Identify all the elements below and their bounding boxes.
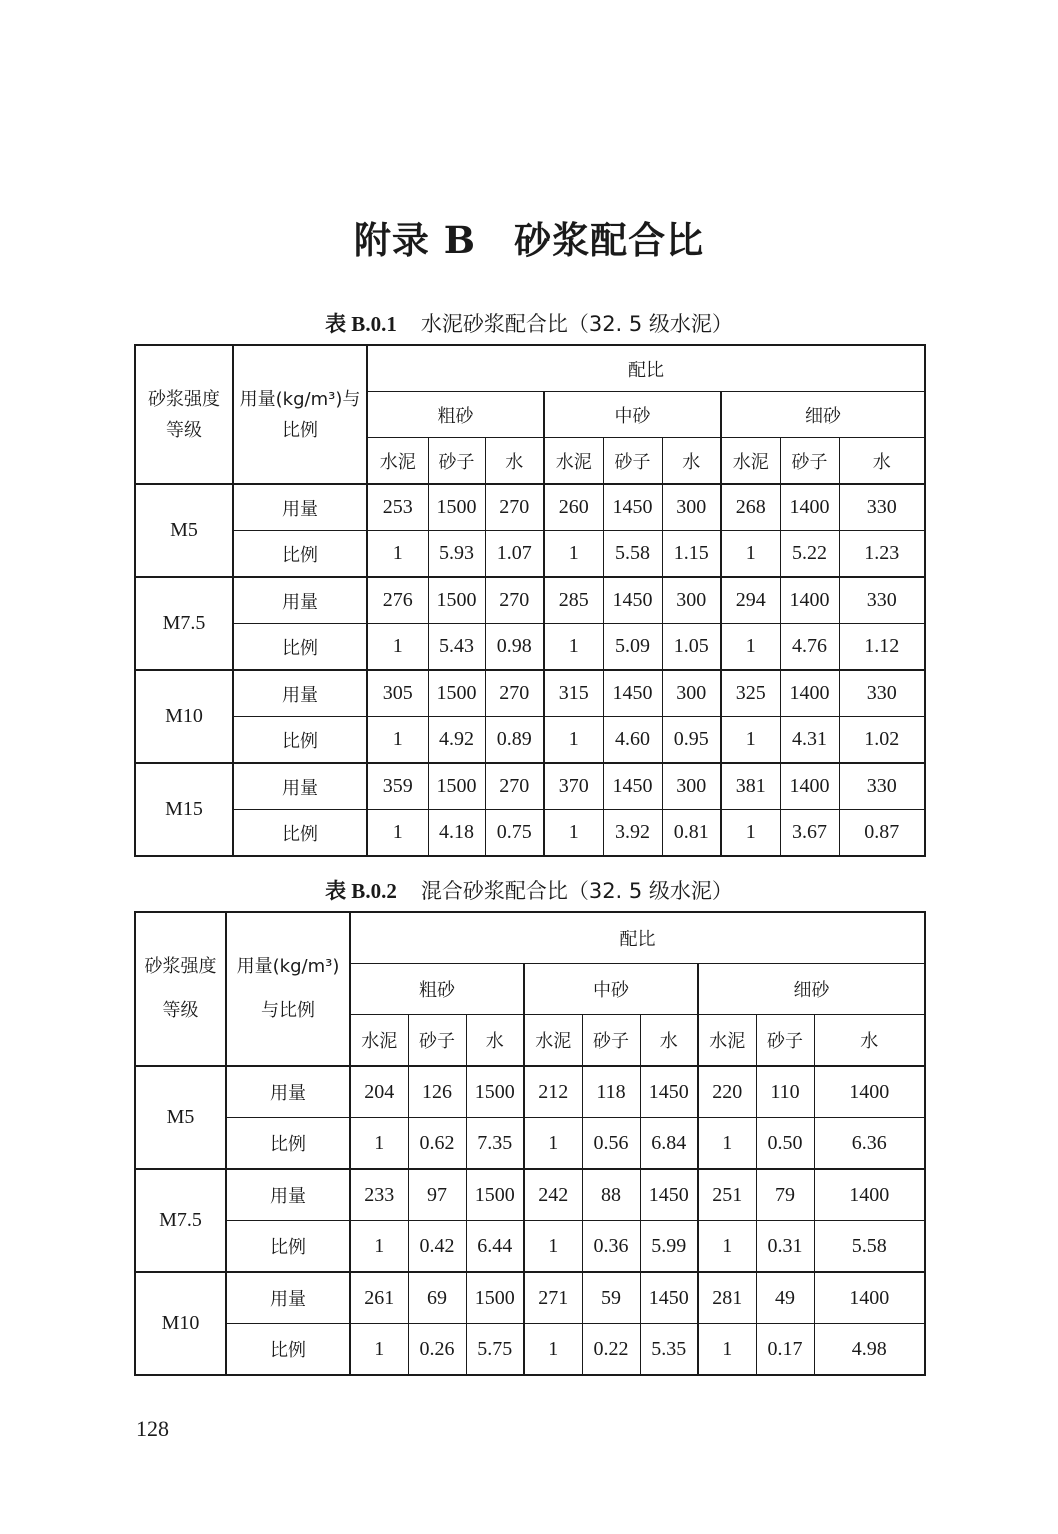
ratio-label-cell: 比例 <box>233 531 367 578</box>
value-cell: 1500 <box>428 577 485 624</box>
value-cell: 1450 <box>640 1066 698 1118</box>
value-cell: 0.56 <box>582 1118 640 1170</box>
value-cell: 1 <box>698 1324 756 1376</box>
usage-label-cell: 用量 <box>233 670 367 717</box>
cement-mortar-table <box>134 344 926 857</box>
value-cell: 1500 <box>466 1169 524 1221</box>
table1-caption <box>0 308 1058 338</box>
col-sand: 砂子 <box>780 438 839 485</box>
value-cell: 276 <box>367 577 428 624</box>
value-cell: 0.98 <box>485 624 544 671</box>
header-mix-ratio: 配比 <box>367 345 925 392</box>
table-row <box>135 810 925 857</box>
col-cement: 水泥 <box>367 438 428 485</box>
col-cement: 水泥 <box>524 1015 582 1067</box>
value-cell: 1 <box>524 1221 582 1273</box>
value-cell: 4.31 <box>780 717 839 764</box>
table2-body <box>135 1066 925 1375</box>
header-medium-sand: 中砂 <box>524 964 698 1015</box>
value-cell: 253 <box>367 484 428 531</box>
value-cell: 5.75 <box>466 1324 524 1376</box>
value-cell: 1 <box>721 531 780 578</box>
col-sand: 砂子 <box>603 438 662 485</box>
grade-cell: M5 <box>135 484 233 577</box>
value-cell: 0.62 <box>408 1118 466 1170</box>
col-cement: 水泥 <box>721 438 780 485</box>
value-cell: 1.02 <box>839 717 925 764</box>
header-usage-line2: 与比例 <box>261 1000 315 1021</box>
value-cell: 1450 <box>603 670 662 717</box>
value-cell: 204 <box>350 1066 408 1118</box>
col-water: 水 <box>839 438 925 485</box>
usage-label-cell: 用量 <box>226 1066 350 1118</box>
value-cell: 1450 <box>640 1169 698 1221</box>
value-cell: 1 <box>544 531 603 578</box>
value-cell: 261 <box>350 1272 408 1324</box>
value-cell: 330 <box>839 763 925 810</box>
value-cell: 1450 <box>603 484 662 531</box>
value-cell: 300 <box>662 763 721 810</box>
table-row <box>135 763 925 810</box>
value-cell: 4.60 <box>603 717 662 764</box>
col-sand: 砂子 <box>408 1015 466 1067</box>
value-cell: 49 <box>756 1272 814 1324</box>
ratio-label-cell: 比例 <box>226 1221 350 1273</box>
table-row <box>135 577 925 624</box>
value-cell: 4.76 <box>780 624 839 671</box>
value-cell: 315 <box>544 670 603 717</box>
col-water: 水 <box>485 438 544 485</box>
table-row <box>135 1272 925 1324</box>
value-cell: 0.26 <box>408 1324 466 1376</box>
grade-cell: M7.5 <box>135 577 233 670</box>
value-cell: 330 <box>839 577 925 624</box>
value-cell: 5.58 <box>603 531 662 578</box>
usage-label-cell: 用量 <box>233 484 367 531</box>
header-usage-line2: 比例 <box>282 419 318 441</box>
col-water: 水 <box>662 438 721 485</box>
value-cell: 0.17 <box>756 1324 814 1376</box>
table1-caption-number: 表 B.0.1 <box>325 312 397 336</box>
value-cell: 1 <box>544 810 603 857</box>
value-cell: 4.92 <box>428 717 485 764</box>
value-cell: 5.99 <box>640 1221 698 1273</box>
header-grade <box>135 912 226 1066</box>
value-cell: 5.09 <box>603 624 662 671</box>
value-cell: 285 <box>544 577 603 624</box>
table1-body <box>135 484 925 856</box>
value-cell: 370 <box>544 763 603 810</box>
value-cell: 1 <box>367 810 428 857</box>
value-cell: 1.15 <box>662 531 721 578</box>
value-cell: 1 <box>721 624 780 671</box>
value-cell: 270 <box>485 763 544 810</box>
header-usage <box>233 345 367 484</box>
value-cell: 1400 <box>780 763 839 810</box>
col-sand: 砂子 <box>582 1015 640 1067</box>
value-cell: 1400 <box>780 577 839 624</box>
value-cell: 1 <box>544 624 603 671</box>
value-cell: 0.22 <box>582 1324 640 1376</box>
value-cell: 242 <box>524 1169 582 1221</box>
value-cell: 1500 <box>428 670 485 717</box>
value-cell: 4.18 <box>428 810 485 857</box>
table-row <box>135 624 925 671</box>
value-cell: 294 <box>721 577 780 624</box>
value-cell: 1 <box>367 717 428 764</box>
header-usage <box>226 912 350 1066</box>
header-coarse-sand: 粗砂 <box>367 392 544 438</box>
value-cell: 1 <box>350 1118 408 1170</box>
ratio-label-cell: 比例 <box>233 810 367 857</box>
value-cell: 6.44 <box>466 1221 524 1273</box>
col-cement: 水泥 <box>350 1015 408 1067</box>
table2-caption-number: 表 B.0.2 <box>325 879 397 903</box>
value-cell: 1500 <box>428 763 485 810</box>
value-cell: 1 <box>350 1324 408 1376</box>
value-cell: 79 <box>756 1169 814 1221</box>
value-cell: 305 <box>367 670 428 717</box>
value-cell: 1.05 <box>662 624 721 671</box>
value-cell: 220 <box>698 1066 756 1118</box>
grade-cell: M5 <box>135 1066 226 1169</box>
value-cell: 300 <box>662 577 721 624</box>
value-cell: 1450 <box>640 1272 698 1324</box>
table1-caption-text: 水泥砂浆配合比（32. 5 级水泥） <box>420 312 733 336</box>
table-row <box>135 670 925 717</box>
value-cell: 88 <box>582 1169 640 1221</box>
value-cell: 0.89 <box>485 717 544 764</box>
table2-caption <box>0 875 1058 905</box>
value-cell: 1 <box>698 1118 756 1170</box>
value-cell: 260 <box>544 484 603 531</box>
ratio-label-cell: 比例 <box>233 624 367 671</box>
table-row <box>135 1169 925 1221</box>
usage-label-cell: 用量 <box>226 1272 350 1324</box>
value-cell: 0.36 <box>582 1221 640 1273</box>
col-cement: 水泥 <box>698 1015 756 1067</box>
value-cell: 381 <box>721 763 780 810</box>
value-cell: 1.12 <box>839 624 925 671</box>
table-row <box>135 1324 925 1376</box>
value-cell: 1450 <box>603 763 662 810</box>
table-row <box>135 531 925 578</box>
value-cell: 118 <box>582 1066 640 1118</box>
value-cell: 97 <box>408 1169 466 1221</box>
ratio-label-cell: 比例 <box>233 717 367 764</box>
value-cell: 1400 <box>814 1272 925 1324</box>
header-grade-line1: 砂浆强度 <box>144 956 217 977</box>
mixed-mortar-table <box>134 911 926 1376</box>
value-cell: 126 <box>408 1066 466 1118</box>
value-cell: 270 <box>485 670 544 717</box>
table-row <box>135 1118 925 1170</box>
grade-cell: M10 <box>135 1272 226 1375</box>
value-cell: 5.93 <box>428 531 485 578</box>
value-cell: 1 <box>524 1118 582 1170</box>
table-row <box>135 717 925 764</box>
value-cell: 1500 <box>428 484 485 531</box>
value-cell: 5.58 <box>814 1221 925 1273</box>
col-water: 水 <box>466 1015 524 1067</box>
ratio-label-cell: 比例 <box>226 1118 350 1170</box>
value-cell: 251 <box>698 1169 756 1221</box>
value-cell: 212 <box>524 1066 582 1118</box>
value-cell: 1400 <box>814 1066 925 1118</box>
grade-cell: M7.5 <box>135 1169 226 1272</box>
header-fine-sand: 细砂 <box>721 392 925 438</box>
header-usage-line1: 用量(kg/m³)与 <box>239 388 361 410</box>
ratio-label-cell: 比例 <box>226 1324 350 1376</box>
value-cell: 233 <box>350 1169 408 1221</box>
table2-caption-text: 混合砂浆配合比（32. 5 级水泥） <box>420 879 733 903</box>
value-cell: 0.87 <box>839 810 925 857</box>
value-cell: 5.22 <box>780 531 839 578</box>
value-cell: 268 <box>721 484 780 531</box>
value-cell: 271 <box>524 1272 582 1324</box>
value-cell: 1400 <box>780 670 839 717</box>
header-coarse-sand: 粗砂 <box>350 964 524 1015</box>
usage-label-cell: 用量 <box>233 763 367 810</box>
value-cell: 1 <box>367 531 428 578</box>
value-cell: 3.67 <box>780 810 839 857</box>
value-cell: 330 <box>839 484 925 531</box>
value-cell: 300 <box>662 670 721 717</box>
header-mix-ratio: 配比 <box>350 912 925 964</box>
value-cell: 4.98 <box>814 1324 925 1376</box>
value-cell: 0.75 <box>485 810 544 857</box>
value-cell: 1 <box>721 810 780 857</box>
value-cell: 1.23 <box>839 531 925 578</box>
header-usage-line1: 用量(kg/m³) <box>236 956 340 977</box>
page-number: 128 <box>136 1416 169 1441</box>
value-cell: 1 <box>721 717 780 764</box>
usage-label-cell: 用量 <box>233 577 367 624</box>
col-cement: 水泥 <box>544 438 603 485</box>
value-cell: 270 <box>485 484 544 531</box>
value-cell: 325 <box>721 670 780 717</box>
value-cell: 0.42 <box>408 1221 466 1273</box>
grade-cell: M15 <box>135 763 233 856</box>
col-water: 水 <box>640 1015 698 1067</box>
value-cell: 330 <box>839 670 925 717</box>
value-cell: 0.95 <box>662 717 721 764</box>
grade-cell: M10 <box>135 670 233 763</box>
value-cell: 1 <box>524 1324 582 1376</box>
value-cell: 69 <box>408 1272 466 1324</box>
value-cell: 281 <box>698 1272 756 1324</box>
value-cell: 1 <box>350 1221 408 1273</box>
value-cell: 270 <box>485 577 544 624</box>
value-cell: 1 <box>698 1221 756 1273</box>
value-cell: 1500 <box>466 1272 524 1324</box>
value-cell: 110 <box>756 1066 814 1118</box>
value-cell: 3.92 <box>603 810 662 857</box>
header-grade-line2: 等级 <box>162 1000 199 1021</box>
usage-label-cell: 用量 <box>226 1169 350 1221</box>
value-cell: 1500 <box>466 1066 524 1118</box>
value-cell: 0.31 <box>756 1221 814 1273</box>
value-cell: 0.81 <box>662 810 721 857</box>
value-cell: 1 <box>367 624 428 671</box>
page-title: 附录 B 砂浆配合比 <box>353 218 705 262</box>
col-water: 水 <box>814 1015 925 1067</box>
value-cell: 1.07 <box>485 531 544 578</box>
header-medium-sand: 中砂 <box>544 392 721 438</box>
value-cell: 1400 <box>780 484 839 531</box>
value-cell: 1400 <box>814 1169 925 1221</box>
table-row <box>135 484 925 531</box>
value-cell: 5.35 <box>640 1324 698 1376</box>
value-cell: 5.43 <box>428 624 485 671</box>
table-row <box>135 1066 925 1118</box>
value-cell: 6.84 <box>640 1118 698 1170</box>
header-grade-line2: 等级 <box>166 419 202 441</box>
header-fine-sand: 细砂 <box>698 964 925 1015</box>
value-cell: 0.50 <box>756 1118 814 1170</box>
value-cell: 1 <box>544 717 603 764</box>
value-cell: 7.35 <box>466 1118 524 1170</box>
col-sand: 砂子 <box>428 438 485 485</box>
col-sand: 砂子 <box>756 1015 814 1067</box>
value-cell: 1450 <box>603 577 662 624</box>
value-cell: 359 <box>367 763 428 810</box>
value-cell: 6.36 <box>814 1118 925 1170</box>
value-cell: 59 <box>582 1272 640 1324</box>
table-row <box>135 1221 925 1273</box>
value-cell: 300 <box>662 484 721 531</box>
header-grade-line1: 砂浆强度 <box>148 388 220 410</box>
header-grade <box>135 345 233 484</box>
